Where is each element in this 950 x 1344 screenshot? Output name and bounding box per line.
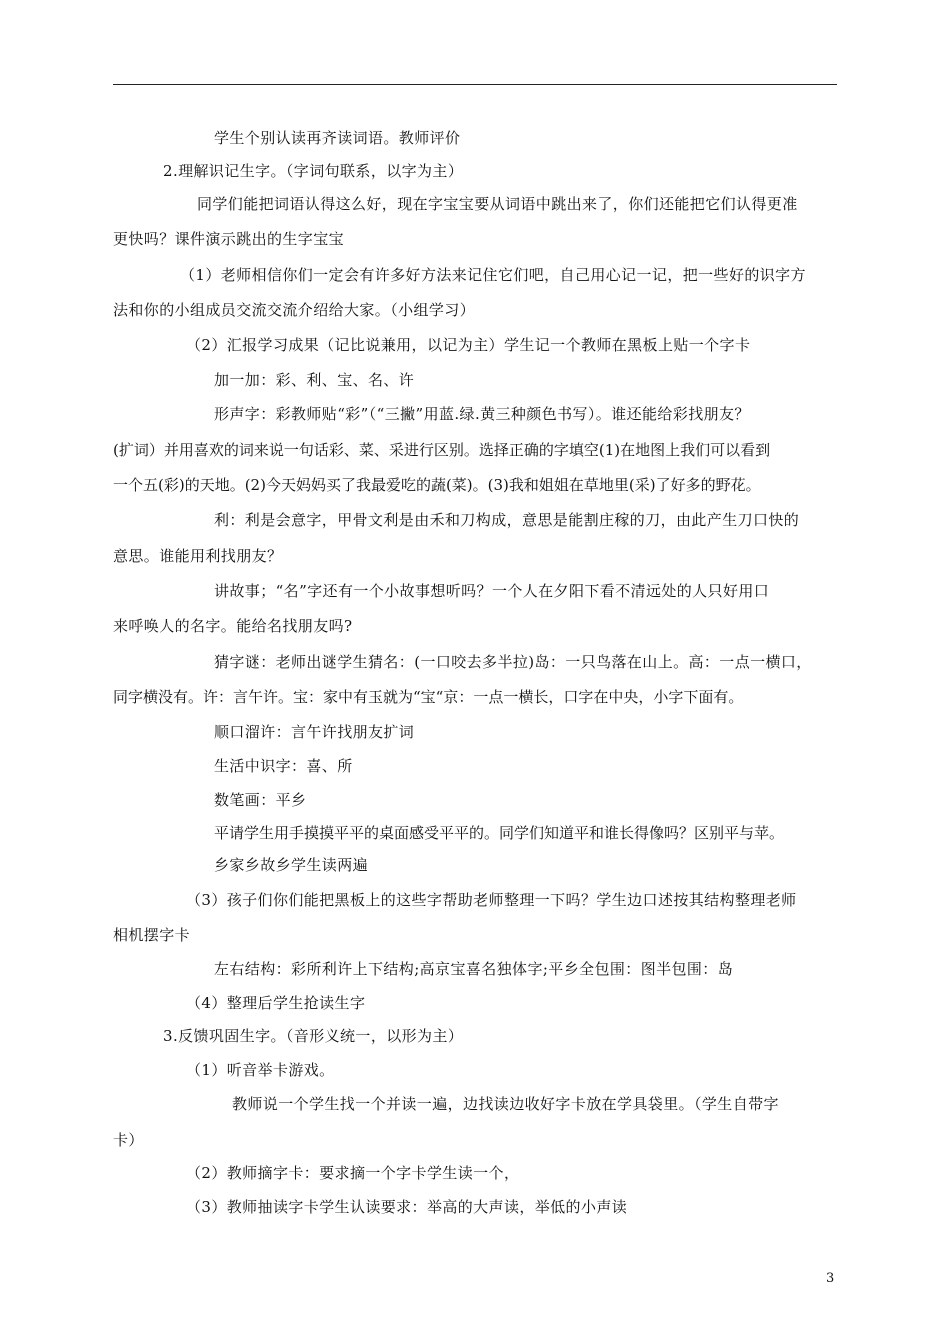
text-line: (扩词）并用喜欢的词来说一句话彩、菜、采进行区别。选择正确的字填空(1)在地图上我们可以看到 xyxy=(113,441,771,459)
text-line: 乡家乡故乡学生读两遍 xyxy=(214,856,369,874)
text-line: （1）老师相信你们一定会有许多好方法来记住它们吧，自己用心记一记，把一些好的识字方 xyxy=(180,266,806,284)
text-line: 平请学生用手摸摸平平的桌面感受平平的。同学们知道平和谁长得像吗？区别平与苹。 xyxy=(214,824,785,842)
header-rule xyxy=(113,84,837,85)
text-line: 形声字：彩教师贴“彩”（“三撇”用蓝.绿.黄三种颜色书写）。谁还能给彩找朋友？ xyxy=(214,405,750,423)
text-line: 顺口溜许：言午许找朋友扩词 xyxy=(214,723,415,741)
text-line: （2）汇报学习成果（记比说兼用，以记为主）学生记一个教师在黑板上贴一个字卡 xyxy=(186,336,751,354)
text-line: 左右结构：彩所利许上下结构;高京宝喜名独体字;平乡全包围：图半包围：岛 xyxy=(214,960,734,978)
text-line: 生活中识字：喜、所 xyxy=(214,757,353,775)
text-line: 一个五(彩)的天地。(2)今天妈妈买了我最爱吃的蔬(菜)。(3)我和姐姐在草地里(采)了好多的野花。 xyxy=(113,476,761,494)
text-line: 加一加：彩、利、宝、名、许 xyxy=(214,371,415,389)
section-heading: 2.理解识记生字。（字词句联系，以字为主） xyxy=(163,162,464,180)
section-heading: 3.反馈巩固生字。（音形义统一，以形为主） xyxy=(163,1027,464,1045)
text-line: 法和你的小组成员交流交流介绍给大家。（小组学习） xyxy=(113,301,476,319)
text-line: 意思。谁能用利找朋友？ xyxy=(113,547,283,565)
text-line: 同字横没有。许：言午许。宝：家中有玉就为“宝“京：一点一横长，口字在中央，小字下面有。 xyxy=(113,688,744,706)
page-number: 3 xyxy=(826,1271,835,1286)
text-line: （3）教师抽读字卡学生认读要求：举高的大声读，举低的小声读 xyxy=(186,1198,628,1216)
text-line: （4）整理后学生抢读生字 xyxy=(186,994,366,1012)
text-line: （1）听音举卡游戏。 xyxy=(186,1061,335,1079)
text-line: 同学们能把词语认得这么好，现在字宝宝要从词语中跳出来了，你们还能把它们认得更准 xyxy=(197,195,798,213)
text-line: 来呼唤人的名字。能给名找朋友吗? xyxy=(113,617,353,635)
text-line: 数笔画：平乡 xyxy=(214,791,307,809)
text-line: 更快吗？课件演示跳出的生字宝宝 xyxy=(113,230,345,248)
text-line: 猜字谜：老师出谜学生猜名：(一口咬去多半拉)岛：一只鸟落在山上。高：一点一横口， xyxy=(214,653,812,671)
text-line: 教师说一个学生找一个并读一遍，边找读边收好字卡放在学具袋里。（学生自带字 xyxy=(232,1095,779,1113)
text-line: 利：利是会意字，甲骨文利是由禾和刀构成，意思是能割庄稼的刀，由此产生刀口快的 xyxy=(214,511,800,529)
text-line: （3）孩子们你们能把黑板上的这些字帮助老师整理一下吗？学生边口述按其结构整理老师 xyxy=(186,891,797,909)
text-line: 讲故事；“名”字还有一个小故事想听吗？一个人在夕阳下看不清远处的人只好用口 xyxy=(214,582,770,600)
text-line: 相机摆字卡 xyxy=(113,926,191,944)
text-line: 卡） xyxy=(113,1131,144,1149)
text-line: 学生个别认读再齐读词语。教师评价 xyxy=(214,129,461,147)
text-line: （2）教师摘字卡：要求摘一个字卡学生读一个， xyxy=(186,1164,520,1182)
